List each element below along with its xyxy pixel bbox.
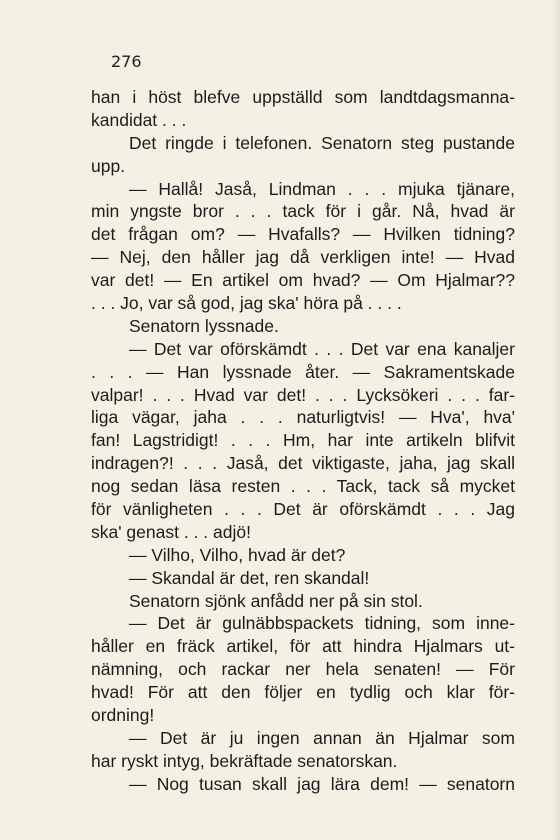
text-line: hvad! För att den följer en tydlig och klar för- — [91, 682, 515, 703]
text-line: nog sedan läsa resten . . . Tack, tack så mycket — [91, 476, 515, 497]
text-line: för vänligheten . . . Det är oförskämdt . . . Jag — [91, 499, 515, 520]
text-line: Det ringde i telefonen. Senatorn steg pustande — [129, 132, 515, 153]
text-line: var det! — En artikel om hvad? — Om Hjalmar?? — [91, 270, 515, 291]
text-line: — Nej, den håller jag då verkligen inte! — Hvad — [91, 247, 515, 268]
text-line: har ryskt intyg, bekräftade senatorskan. — [91, 750, 398, 771]
text-line: han i höst blefve uppställd som landtdagsmanna- — [91, 87, 515, 107]
text-line: Senatorn sjönk anfådd ner på sin stol. — [129, 590, 423, 611]
text-line: — Det är gulnäbbspackets tidning, som inne- — [129, 613, 515, 634]
text-line: kandidat . . . — [91, 109, 187, 130]
text-line: håller en fräck artikel, för att hindra Hjalmars ut- — [91, 636, 515, 657]
text-line: fan! Lagstridigt! . . . Hm, har inte artikeln blifvit — [91, 430, 515, 451]
text-line: min yngste bror . . . tack för i går. Nå, hvad är — [91, 201, 515, 222]
text-line: — Nog tusan skall jag lära dem! — senatorn — [129, 773, 515, 794]
text-line: — Vilho, Vilho, hvad är det? — [129, 544, 346, 565]
text-line: — Det är ju ingen annan än Hjalmar som — [129, 727, 515, 748]
text-line: — Det var oförskämdt . . . Det var ena kanaljer — [129, 338, 515, 359]
text-line: upp. — [91, 155, 126, 176]
text-line: valpar! . . . Hvad var det! . . . Lycksökeri . . . far- — [91, 384, 515, 405]
page-edge-shadow — [552, 0, 560, 840]
text-line: Senatorn lyssnade. — [129, 315, 279, 336]
text-line: . . . Jo, var så god, jag ska' höra på . . . . — [91, 293, 402, 314]
body-text — [91, 86, 515, 796]
text-line: — Skandal är det, ren skandal! — [129, 567, 370, 588]
text-line: nämning, och rackar ner hela senaten! — För — [91, 659, 515, 680]
text-line: ordning! — [91, 705, 155, 726]
text-line: indragen?! . . . Jaså, det viktigaste, jaha, jag skall — [91, 453, 515, 474]
text-line: ska' genast . . . adjö! — [91, 521, 251, 542]
page-number: 276 — [111, 52, 142, 71]
text-line: . . . — Han lyssnade åter. — Sakramentskade — [91, 361, 515, 382]
text-line: liga vägar, jaha . . . naturligtvis! — Hva', hva' — [91, 407, 515, 428]
text-line: det frågan om? — Hvafalls? — Hvilken tidning? — [91, 224, 515, 245]
text-line: — Hallå! Jaså, Lindman . . . mjuka tjänare, — [129, 178, 515, 199]
